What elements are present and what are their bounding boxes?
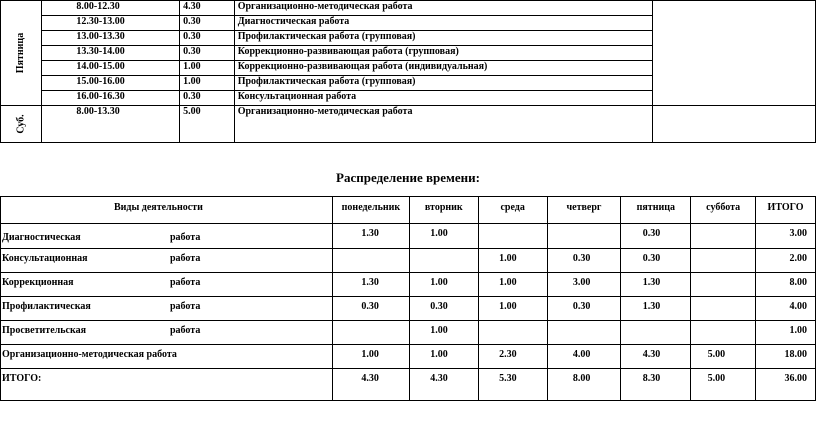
duration-cell: 0.30 <box>180 16 235 31</box>
time-cell: 8.00-12.30 <box>42 1 180 16</box>
header-tuesday: вторник <box>409 197 478 224</box>
value-cell <box>691 273 756 297</box>
notes-cell <box>652 106 815 143</box>
table-row <box>1 224 816 249</box>
total-cell: 18.00 <box>756 345 816 369</box>
activity-cell: Коррекционно-развивающая работа (индивидуальная) <box>234 61 652 76</box>
value-cell <box>547 321 621 345</box>
value-cell: 2.30 <box>478 345 547 369</box>
value-cell: 1.00 <box>332 345 409 369</box>
value-cell: 0.30 <box>621 249 691 273</box>
value-cell <box>478 321 547 345</box>
table-row <box>1 297 816 321</box>
value-cell: 1.00 <box>409 321 478 345</box>
activity-cell: Организационно-методическая работа <box>234 106 652 143</box>
total-cell: 3.00 <box>756 224 816 249</box>
header-monday: понедельник <box>332 197 409 224</box>
value-cell: 1.00 <box>478 249 547 273</box>
day-label: Пятница <box>15 32 27 74</box>
activity-cell: Профилактическая работа (групповая) <box>234 31 652 46</box>
header-wednesday: среда <box>478 197 547 224</box>
duration-cell: 0.30 <box>180 91 235 106</box>
total-cell: 2.00 <box>756 249 816 273</box>
value-cell: 3.00 <box>547 273 621 297</box>
time-cell: 14.00-15.00 <box>42 61 180 76</box>
header-total: ИТОГО <box>756 197 816 224</box>
value-cell: 0.30 <box>332 297 409 321</box>
day-cell-friday <box>1 1 42 106</box>
distribution-title <box>0 170 816 186</box>
activity-name <box>1 297 333 321</box>
activity-cell: Консультационная работа <box>234 91 652 106</box>
value-cell <box>621 321 691 345</box>
value-cell: 8.30 <box>621 369 691 401</box>
value-cell: 1.00 <box>409 273 478 297</box>
table-row <box>1 345 816 369</box>
table-row <box>1 1 816 16</box>
value-cell: 4.00 <box>547 345 621 369</box>
day-label: Суб. <box>15 114 27 134</box>
activity-cell: Профилактическая работа (групповая) <box>234 76 652 91</box>
activity-name <box>1 369 333 401</box>
value-cell <box>547 224 621 249</box>
notes-cell <box>652 1 815 106</box>
duration-cell: 1.00 <box>180 61 235 76</box>
duration-cell: 0.30 <box>180 46 235 61</box>
activity-cell: Коррекционно-развивающая работа (групповая) <box>234 46 652 61</box>
activity-name-main: Диагностическая <box>2 232 81 243</box>
activity-name-main: Коррекционная <box>2 277 74 288</box>
table-row <box>1 321 816 345</box>
table-row <box>1 249 816 273</box>
value-cell <box>691 224 756 249</box>
table-row <box>1 273 816 297</box>
value-cell: 1.00 <box>409 224 478 249</box>
activity-name <box>1 321 333 345</box>
activity-name-suffix: работа <box>170 232 201 243</box>
value-cell: 4.30 <box>621 345 691 369</box>
activity-name <box>1 273 333 297</box>
day-cell-saturday <box>1 106 42 143</box>
duration-cell: 1.00 <box>180 76 235 91</box>
activity-name-main: Профилактическая <box>2 301 91 312</box>
value-cell <box>332 249 409 273</box>
totals-row <box>1 369 816 401</box>
activity-name <box>1 224 333 249</box>
activity-name-suffix: работа <box>170 277 201 288</box>
value-cell <box>478 224 547 249</box>
value-cell: 4.30 <box>409 369 478 401</box>
time-cell: 15.00-16.00 <box>42 76 180 91</box>
activity-name-suffix: работа <box>170 325 201 336</box>
value-cell: 5.30 <box>478 369 547 401</box>
header-thursday: четверг <box>547 197 621 224</box>
value-cell <box>409 249 478 273</box>
time-cell: 8.00-13.30 <box>42 106 180 143</box>
value-cell: 1.00 <box>409 345 478 369</box>
value-cell <box>691 321 756 345</box>
duration-cell: 4.30 <box>180 1 235 16</box>
value-cell: 0.30 <box>547 249 621 273</box>
value-cell: 1.00 <box>478 273 547 297</box>
value-cell: 1.00 <box>478 297 547 321</box>
activity-name-suffix: работа <box>170 301 201 312</box>
total-cell: 4.00 <box>756 297 816 321</box>
activity-name-suffix: работа <box>170 253 201 264</box>
total-cell: 1.00 <box>756 321 816 345</box>
value-cell: 0.30 <box>621 224 691 249</box>
activity-name-main: Организационно-методическая работа <box>2 349 177 360</box>
value-cell: 1.30 <box>621 273 691 297</box>
value-cell <box>691 297 756 321</box>
activity-name-main: Консультационная <box>2 253 88 264</box>
value-cell: 1.30 <box>332 273 409 297</box>
table-row <box>1 106 816 143</box>
value-cell: 5.00 <box>691 369 756 401</box>
value-cell <box>691 249 756 273</box>
activity-cell: Организационно-методическая работа <box>234 1 652 16</box>
activity-name-main: Просветительская <box>2 325 86 336</box>
activity-name <box>1 345 333 369</box>
duration-cell: 5.00 <box>180 106 235 143</box>
activity-cell: Диагностическая работа <box>234 16 652 31</box>
time-cell: 13.30-14.00 <box>42 46 180 61</box>
duration-cell: 0.30 <box>180 31 235 46</box>
value-cell: 1.30 <box>332 224 409 249</box>
value-cell <box>332 321 409 345</box>
header-saturday: суббота <box>691 197 756 224</box>
value-cell: 4.30 <box>332 369 409 401</box>
value-cell: 8.00 <box>547 369 621 401</box>
value-cell: 5.00 <box>691 345 756 369</box>
value-cell: 1.30 <box>621 297 691 321</box>
time-cell: 16.00-16.30 <box>42 91 180 106</box>
time-cell: 12.30-13.00 <box>42 16 180 31</box>
distribution-title-text: Распределение времени: <box>336 170 480 185</box>
activity-name-main: ИТОГО: <box>2 373 42 384</box>
activity-name <box>1 249 333 273</box>
value-cell: 0.30 <box>547 297 621 321</box>
value-cell: 0.30 <box>409 297 478 321</box>
distribution-table <box>0 196 816 401</box>
time-cell: 13.00-13.30 <box>42 31 180 46</box>
header-friday: пятница <box>621 197 691 224</box>
header-row <box>1 197 816 224</box>
header-activity: Виды деятельности <box>1 197 333 224</box>
total-cell: 8.00 <box>756 273 816 297</box>
schedule-table <box>0 0 816 143</box>
total-cell: 36.00 <box>756 369 816 401</box>
